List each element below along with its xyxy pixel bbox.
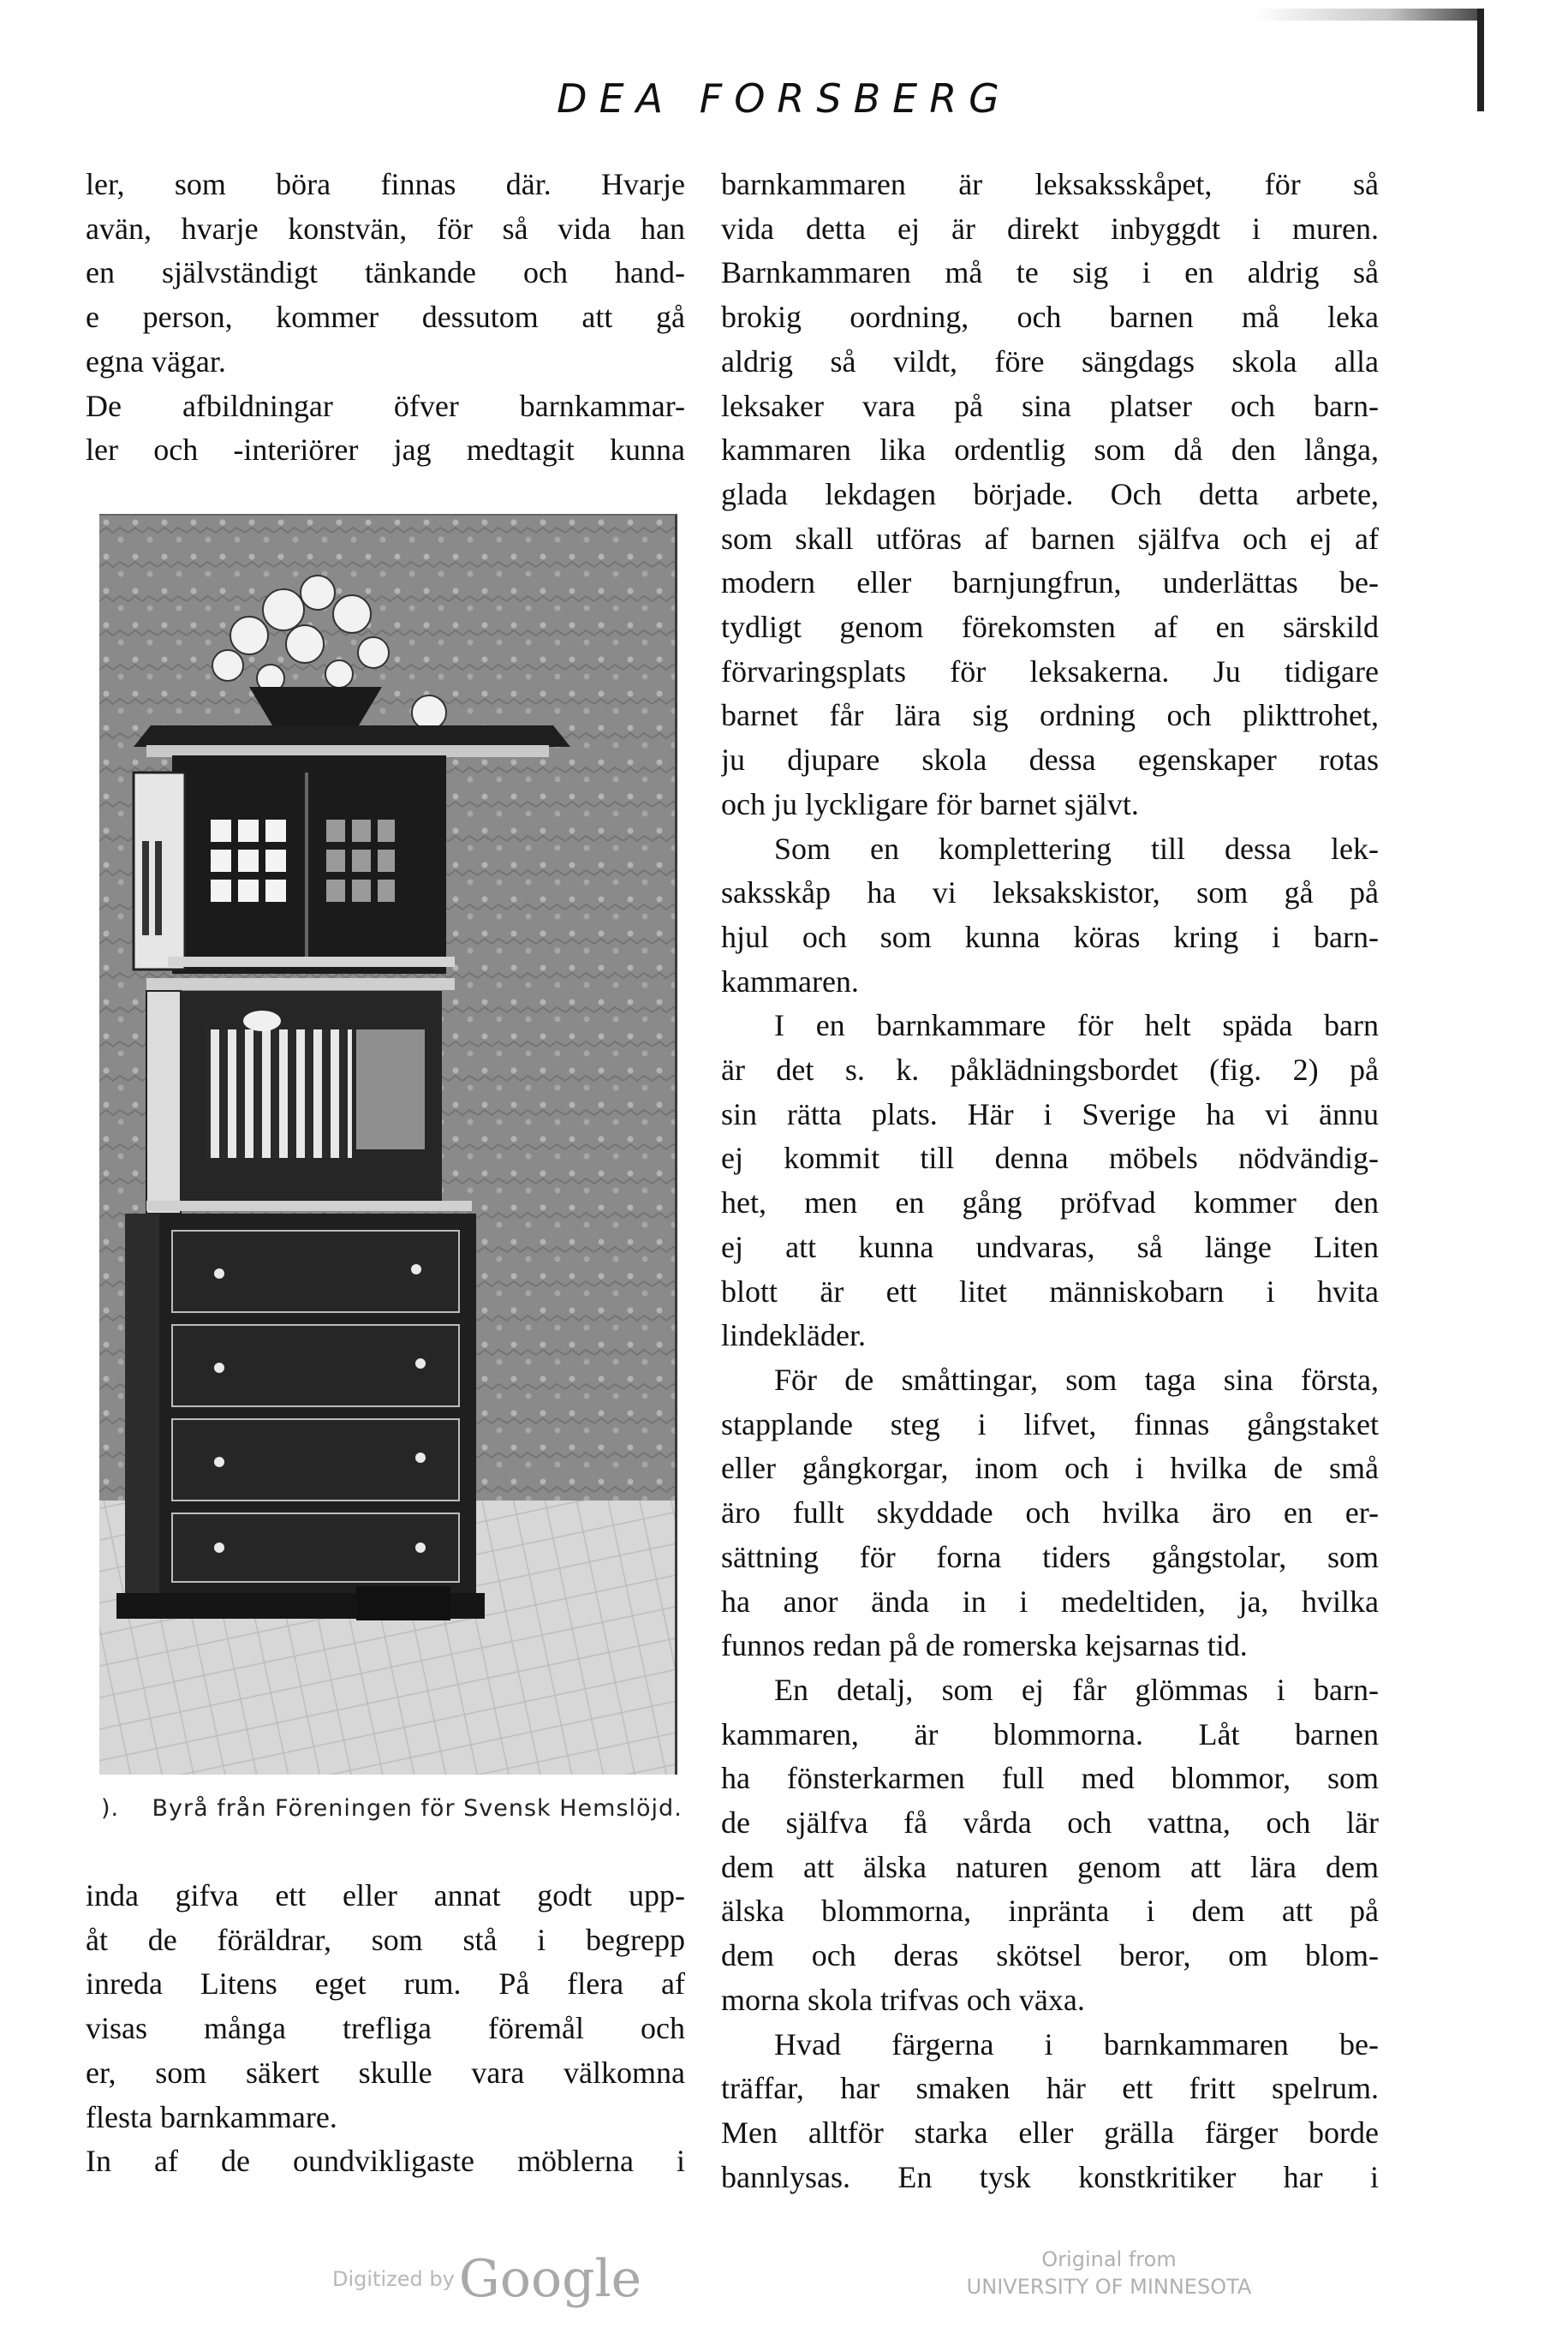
- caption-text: Byrå från Föreningen för Svensk Hemslöjd.: [152, 1795, 683, 1822]
- running-header: DEA FORSBERG: [557, 75, 1011, 122]
- text-line: lindekläder.: [721, 1318, 866, 1353]
- text-line: aldrig så vildt, före sängdags skola alla: [721, 343, 1379, 379]
- text-line: kammaren.: [721, 964, 859, 999]
- text-line: älska blommorna, inpränta i dem att på: [721, 1894, 1379, 1929]
- text-line: Som en komplettering till dessa lek-: [774, 831, 1379, 866]
- cabinet-photograph: [99, 514, 677, 1775]
- text-line: De afbildningar öfver barnkammar-: [86, 388, 685, 423]
- text-line: åt de föräldrar, som stå i begrepp: [86, 1922, 685, 1957]
- text-line: ej att kunna undvaras, så länge Liten: [721, 1229, 1379, 1264]
- text-line: saksskåp ha vi leksakskistor, som gå på: [721, 875, 1379, 910]
- text-line: sättning för forna tiders gångstolar, som: [721, 1539, 1379, 1574]
- text-line: barnkammaren är leksaksskåpet, för så: [721, 167, 1379, 201]
- text-line: modern eller barnjungfrun, underlättas be-: [721, 565, 1379, 600]
- text-line: sin rätta plats. Här i Sverige ha vi ännu: [721, 1096, 1379, 1131]
- text-line: eller gångkorgar, inom och i hvilka de små: [721, 1451, 1379, 1486]
- text-line: förvaringsplats för leksakerna. Ju tidigare: [721, 653, 1379, 689]
- text-line: som skall utföras af barnen själfva och ej af: [721, 521, 1379, 556]
- text-line: ler, som böra finnas där. Hvarje: [86, 167, 685, 201]
- left-column-top: [86, 163, 685, 473]
- google-logo: Google: [458, 2249, 642, 2309]
- text-line: stapplande steg i lifvet, finnas gångstaket: [721, 1406, 1379, 1441]
- text-line: Barnkammaren må te sig i en aldrig så: [721, 255, 1379, 290]
- text-line: ju djupare skola dessa egenskaper rotas: [721, 743, 1379, 778]
- text-line: träffar, har smaken här ett fritt spelrum.: [721, 2071, 1379, 2106]
- text-line: I en barnkammare för helt späda barn: [774, 1008, 1379, 1043]
- text-line: avän, hvarje konstvän, för så vida han: [86, 211, 685, 246]
- text-line: inda gifva ett eller annat godt upp-: [86, 1878, 685, 1912]
- text-line: brokig oordning, och barnen må leka: [721, 300, 1379, 335]
- text-line: glada lekdagen började. Och detta arbete,: [721, 476, 1379, 511]
- text-line: dem och deras skötsel beror, om blom-: [721, 1938, 1379, 1973]
- text-line: vida detta ej är direkt inbyggdt i muren.: [721, 211, 1379, 246]
- text-line: het, men en gång pröfvad kommer den: [721, 1185, 1379, 1220]
- text-line: In af de oundvikligaste möblerna i: [86, 2144, 685, 2179]
- text-line: inreda Litens eget rum. På flera af: [86, 1966, 685, 2002]
- text-line: Men alltför starka eller grälla färger borde: [721, 2115, 1379, 2150]
- drawers: [172, 1231, 459, 1582]
- text-line: e person, kommer dessutom att gå: [86, 300, 685, 335]
- text-line: funnos redan på de romerska kejsarnas tid.: [721, 1628, 1248, 1663]
- source-institution: UNIVERSITY OF MINNESOTA: [966, 2275, 1252, 2299]
- text-line: För de småttingar, som taga sina första,: [774, 1362, 1379, 1397]
- cabinet-illustration: [99, 516, 675, 1775]
- text-line: blott är ett litet människobarn i hvita: [721, 1274, 1379, 1309]
- text-line: er, som säkert skulle vara välkomna: [86, 2055, 685, 2090]
- figure-caption: [101, 1795, 701, 1822]
- text-line: ler och -interiörer jag medtagit kunna: [86, 433, 685, 468]
- caption-number: ).: [101, 1795, 120, 1822]
- right-column: [721, 163, 1379, 2199]
- digitized-watermark: [332, 2249, 641, 2309]
- text-line: de själfva få vårda och vattna, och lär: [721, 1805, 1379, 1841]
- text-line: kammaren lika ordentlig som då den långa,: [721, 433, 1379, 468]
- text-line: barnet får lära sig ordning och plikttrohet,: [721, 698, 1379, 733]
- text-line: och ju lyckligare för barnet självt.: [721, 786, 1139, 821]
- text-line: leksaker vara på sina platser och barn-: [721, 388, 1379, 423]
- text-line: ha fönsterkarmen full med blommor, som: [721, 1761, 1379, 1796]
- source-watermark: [942, 2246, 1276, 2300]
- text-line: hjul och som kunna köras kring i barn-: [721, 919, 1379, 954]
- text-line: ej kommit till denna möbels nödvändig-: [721, 1141, 1379, 1176]
- text-line: En detalj, som ej får glömmas i barn-: [774, 1672, 1379, 1707]
- source-line: Original from: [1041, 2247, 1177, 2271]
- door-windows: [211, 820, 286, 902]
- text-line: visas många trefliga föremål och: [86, 2011, 685, 2046]
- text-line: morna skola trifvas och växa.: [721, 1982, 1085, 2017]
- text-line: en självständigt tänkande och hand-: [86, 255, 685, 290]
- text-line: flesta barnkammare.: [86, 2099, 337, 2134]
- text-line: ha anor ända in i medeltiden, ja, hvilka: [721, 1584, 1379, 1619]
- digitized-label: Digitized by: [332, 2267, 455, 2291]
- text-line: bannlysas. En tysk konstkritiker har i: [721, 2159, 1379, 2194]
- text-line: Hvad färgerna i barnkammaren be-: [774, 2026, 1379, 2062]
- text-line: dem att älska naturen genom att lära dem: [721, 1849, 1379, 1884]
- text-line: äro fullt skyddade och hvilka äro en er-: [721, 1495, 1379, 1530]
- text-line: egna vägar.: [86, 343, 226, 379]
- text-line: kammaren, är blommorna. Låt barnen: [721, 1716, 1379, 1751]
- text-line: är det s. k. påklädningsbordet (fig. 2) på: [721, 1053, 1379, 1088]
- scan-edge-artifact: [1255, 9, 1477, 21]
- left-column-bottom: [86, 1874, 685, 2184]
- text-line: tydligt genom förekomsten af en särskild: [721, 610, 1379, 645]
